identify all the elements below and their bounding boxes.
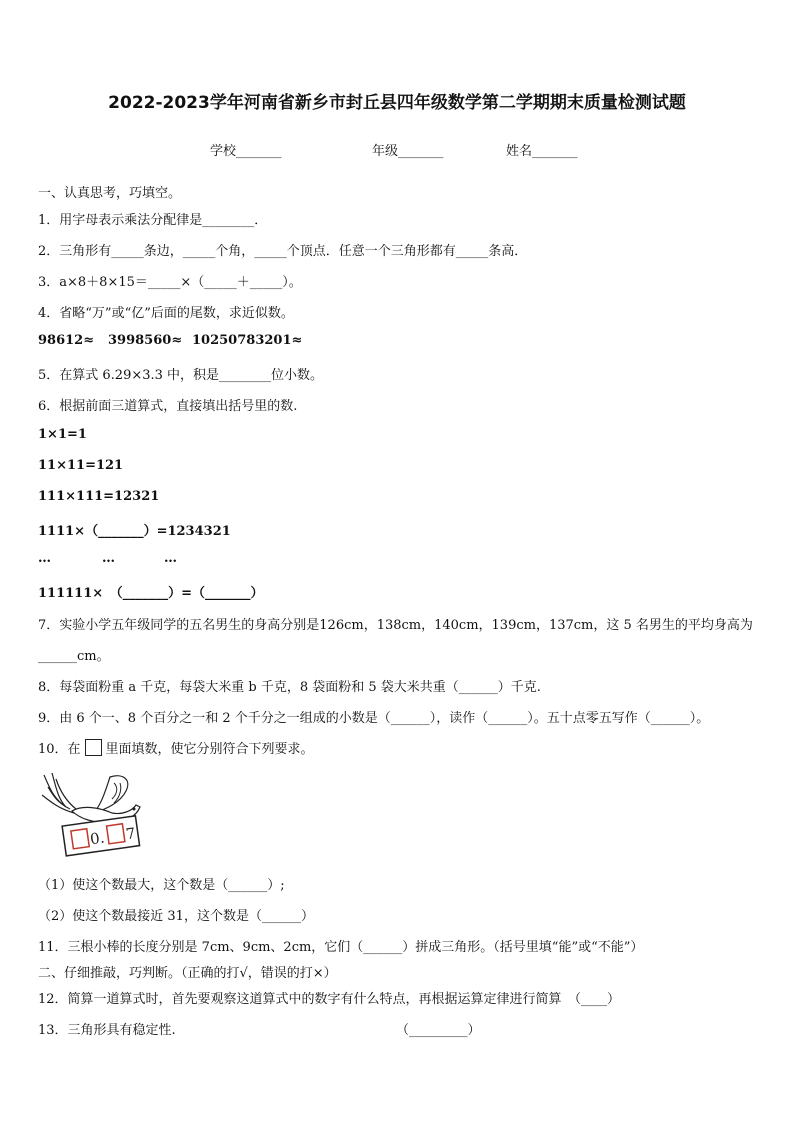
question-2: 2．三角形有_____条边，_____个角，_____个顶点．任意一个三角形都有_____条高． xyxy=(38,244,528,259)
question-5: 5．在算式 6.29×3.3 中，积是________位小数。 xyxy=(38,368,324,383)
question-4-item-b: 3998560≈ xyxy=(108,333,183,348)
question-7-blank: ______cm。 xyxy=(38,649,110,664)
blank-square-icon xyxy=(85,739,102,756)
card-digit-zero: 0. xyxy=(88,828,106,849)
section-2-heading: 二、仔细推敲，巧判断。（正确的打√，错误的打×） xyxy=(38,966,337,981)
question-6-eq-3: 111×111=12321 xyxy=(38,489,160,504)
question-10 xyxy=(38,738,314,757)
question-3: 3．a×8＋8×15＝_____×（_____＋_____）。 xyxy=(38,275,302,290)
question-6-ellipsis-2: … xyxy=(102,551,115,566)
question-10-suffix: 里面填数，使它分别符合下列要求。 xyxy=(105,742,314,757)
question-10-prefix: 10．在 xyxy=(38,742,81,757)
question-1: 1．用字母表示乘法分配律是________． xyxy=(38,213,268,228)
grade-field[interactable]: 年级_______ xyxy=(372,144,444,159)
question-13: 13．三角形具有稳定性. xyxy=(38,1023,176,1038)
question-13-answer[interactable]: （_________） xyxy=(396,1023,481,1038)
question-6-eq-2: 11×11=121 xyxy=(38,458,124,473)
section-1-heading: 一、认真思考，巧填空。 xyxy=(38,186,182,201)
question-4: 4．省略“万”或“亿”后面的尾数，求近似数。 xyxy=(38,306,294,321)
question-11: 11．三根小棒的长度分别是 7cm、9cm、2cm，它们（______）拼成三角形。（括号里填“能”或“不能”） xyxy=(38,940,644,955)
question-4-item-c: 10250783201≈ xyxy=(192,333,303,348)
question-7: 7．实验小学五年级同学的五名男生的身高分别是126cm，138cm，140cm，139cm，137cm，这 5 名男生的平均身高为 xyxy=(38,618,753,633)
question-10-part-1: （1）使这个数最大，这个数是（______）; xyxy=(38,878,285,893)
question-6-ellipsis-3: … xyxy=(164,551,177,566)
question-10-part-2: （2）使这个数最接近 31，这个数是（______） xyxy=(38,909,314,924)
question-9: 9．由 6 个一、8 个百分之一和 2 个千分之一组成的小数是（______），读作（______）。五十点零五写作（______）。 xyxy=(38,711,710,726)
name-field[interactable]: 姓名_______ xyxy=(506,144,578,159)
question-8: 8．每袋面粉重 a 千克，每袋大米重 b 千克，8 袋面粉和 5 袋大米共重（______）千克. xyxy=(38,680,541,695)
dove-icon xyxy=(36,765,166,865)
question-6-ellipsis-1: … xyxy=(38,551,51,566)
question-12: 12．简算一道算式时，首先要观察这道算式中的数字有什么特点，再根据运算定律进行简算 （____） xyxy=(38,992,621,1007)
exam-title: 2022-2023学年河南省新乡市封丘县四年级数学第二学期期末质量检测试题 xyxy=(108,93,686,113)
question-6-eq-5: 111111× （_______）=（_______） xyxy=(38,586,264,601)
question-6: 6．根据前面三道算式，直接填出括号里的数. xyxy=(38,399,298,414)
question-6-eq-1: 1×1=1 xyxy=(38,427,87,442)
question-4-item-a: 98612≈ xyxy=(38,333,95,348)
question-6-eq-4: 1111×（_______）=1234321 xyxy=(38,524,231,539)
school-field[interactable]: 学校_______ xyxy=(210,144,282,159)
card-digit-seven: 7 xyxy=(124,824,137,844)
dove-card-illustration xyxy=(36,765,166,865)
